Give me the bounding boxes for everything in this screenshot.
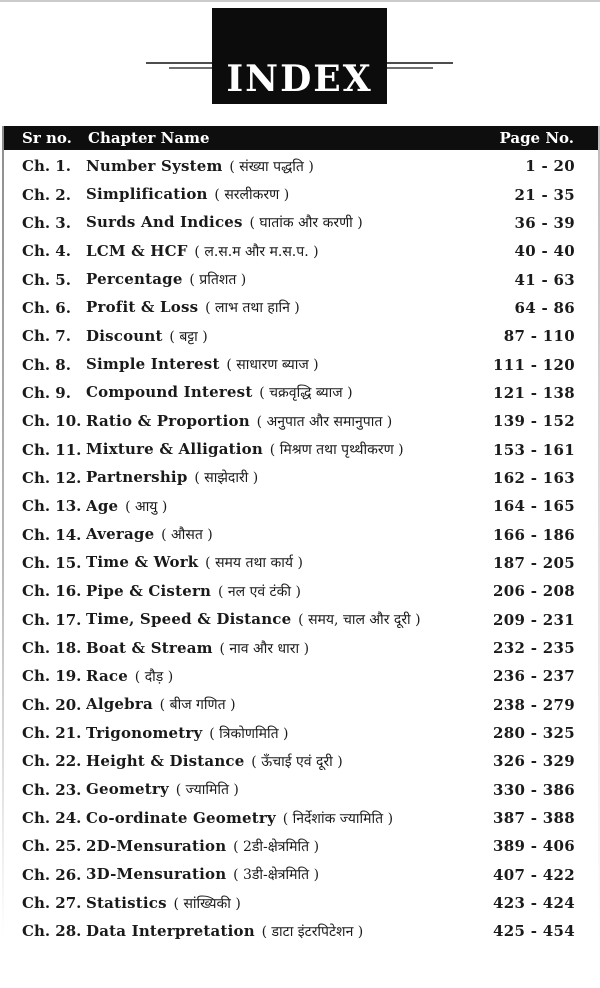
chapter-name-hindi: ( अनुपात और समानुपात ) [256,413,393,430]
page-range: 87 - 110 [503,327,575,346]
chapter-name-hindi: ( 2डी-क्षेत्रमिति ) [233,838,320,855]
index-table-body [0,150,600,946]
chapter-name-english: Age [86,496,119,515]
chapter-name-english: Statistics [86,893,167,912]
chapter-number: Ch. 21. [22,724,82,743]
table-row [0,691,600,719]
chapter-name-english: Simplification [86,185,208,204]
page-range: 21 - 35 [514,185,575,204]
chapter-name [86,582,488,601]
chapter-name-english: Simple Interest [86,355,220,374]
page-range: 64 - 86 [514,298,575,317]
chapter-name-hindi: ( ज्यामिति ) [175,782,239,799]
page-range: 153 - 161 [493,440,575,459]
chapter-number: Ch. 23. [22,780,82,799]
table-row [0,379,600,407]
chapter-name-hindi: ( घातांक और करणी ) [249,215,363,232]
decorative-line-right-top [387,62,453,64]
chapter-name-hindi: ( नाव और धारा ) [219,640,310,657]
chapter-number: Ch. 7. [22,327,71,346]
table-row [0,520,600,548]
page-title: INDEX [226,58,373,100]
chapter-number: Ch. 2. [22,185,71,204]
chapter-name-english: Ratio & Proportion [86,411,250,430]
chapter-number: Ch. 13. [22,497,82,516]
chapter-name-hindi: ( साझेदारी ) [194,470,259,487]
table-row [0,237,600,265]
table-row [0,435,600,463]
chapter-name-hindi: ( निर्देशांक ज्यामिति ) [282,810,394,827]
chapter-name [86,298,488,317]
page-range: 326 - 329 [493,752,575,771]
chapter-name [86,809,488,828]
chapter-name-hindi: ( डाटा इंटरपिटेशन ) [261,923,364,940]
page-range: 111 - 120 [493,355,575,374]
index-banner-box [212,8,387,104]
page-range: 232 - 235 [493,639,575,658]
chapter-number: Ch. 22. [22,752,82,771]
column-header-chapter-name: Chapter Name [88,129,210,147]
decorative-line-left-top [146,62,212,64]
chapter-number: Ch. 10. [22,412,82,431]
chapter-number: Ch. 19. [22,667,82,686]
page-range: 40 - 40 [514,242,575,261]
chapter-name-hindi: ( सांख्यिकी ) [173,895,241,912]
chapter-number: Ch. 3. [22,213,71,232]
chapter-number: Ch. 5. [22,270,71,289]
table-row [0,719,600,747]
chapter-number: Ch. 15. [22,553,82,572]
chapter-name [86,894,488,913]
chapter-name [86,355,488,374]
table-row [0,832,600,860]
chapter-name-english: Mixture & Alligation [86,440,263,459]
chapter-name-english: Geometry [86,780,169,799]
chapter-number: Ch. 27. [22,894,82,913]
chapter-number: Ch. 14. [22,525,82,544]
chapter-name-hindi: ( दौड़ ) [134,668,174,685]
chapter-name-english: Trigonometry [86,723,203,742]
chapter-name-hindi: ( नल एवं टंकी ) [217,583,301,600]
chapter-name [86,468,488,487]
chapter-name-english: Percentage [86,270,183,289]
chapter-name-english: Boat & Stream [86,638,213,657]
table-row [0,180,600,208]
table-row [0,917,600,945]
chapter-name [86,157,488,176]
chapter-number: Ch. 16. [22,582,82,601]
chapter-name-hindi: ( बट्टा ) [169,328,208,345]
chapter-number: Ch. 4. [22,242,71,261]
chapter-name [86,610,488,629]
chapter-number: Ch. 11. [22,440,82,459]
chapter-number: Ch. 8. [22,355,71,374]
chapter-name-hindi: ( ऊँचाई एवं दूरी ) [251,753,343,770]
table-row [0,407,600,435]
page-range: 238 - 279 [493,695,575,714]
table-row [0,492,600,520]
page-range: 209 - 231 [493,610,575,629]
chapter-name-english: Average [86,525,155,544]
chapter-name-english: Data Interpretation [86,921,255,940]
chapter-name [86,667,488,686]
chapter-name-hindi: ( संख्या पद्धति ) [229,158,314,175]
chapter-name [86,327,488,346]
chapter-name-hindi: ( आयु ) [125,498,168,515]
chapter-name-english: Co-ordinate Geometry [86,808,276,827]
chapter-name-hindi: ( 3डी-क्षेत्रमिति ) [233,867,320,884]
table-row [0,152,600,180]
page-range: 162 - 163 [493,468,575,487]
table-row [0,209,600,237]
decorative-line-left-bottom [169,67,212,69]
chapter-name-hindi: ( त्रिकोणमिति ) [209,725,289,742]
chapter-number: Ch. 9. [22,383,71,402]
page-range: 389 - 406 [493,837,575,856]
chapter-name [86,270,488,289]
table-row [0,577,600,605]
table-row [0,606,600,634]
chapter-name-hindi: ( प्रतिशत ) [189,272,247,289]
page-range: 139 - 152 [493,412,575,431]
table-row [0,322,600,350]
chapter-name [86,440,488,459]
chapter-name-english: Partnership [86,468,188,487]
table-row [0,889,600,917]
chapter-name [86,865,488,884]
table-header [2,126,598,150]
chapter-number: Ch. 28. [22,922,82,941]
table-row [0,747,600,775]
page-range: 330 - 386 [493,780,575,799]
page-range: 423 - 424 [493,894,575,913]
chapter-number: Ch. 1. [22,157,71,176]
chapter-name [86,213,488,232]
chapter-name [86,837,488,856]
chapter-name [86,185,488,204]
page-range: 387 - 388 [493,809,575,828]
chapter-name-english: Compound Interest [86,383,253,402]
chapter-name-english: Profit & Loss [86,298,199,317]
chapter-name-english: 2D-Mensuration [86,836,227,855]
chapter-name [86,497,488,516]
chapter-name-english: Race [86,666,129,685]
chapter-name-english: LCM & HCF [86,241,188,260]
index-banner [0,0,600,126]
table-row [0,776,600,804]
page-range: 425 - 454 [493,922,575,941]
chapter-name [86,639,488,658]
chapter-name-english: Number System [86,156,223,175]
decorative-line-right-bottom [387,67,433,69]
chapter-name [86,525,488,544]
chapter-name-english: Surds And Indices [86,213,243,232]
chapter-name-hindi: ( औसत ) [161,527,213,544]
chapter-name-hindi: ( समय, चाल और दूरी ) [298,612,421,629]
table-row [0,549,600,577]
chapter-name-hindi: ( समय तथा कार्य ) [205,555,303,572]
chapter-name [86,752,488,771]
chapter-number: Ch. 25. [22,837,82,856]
chapter-name [86,780,488,799]
chapter-name-english: Algebra [86,695,153,714]
page-range: 121 - 138 [493,383,575,402]
chapter-name-hindi: ( साधारण ब्याज ) [226,357,319,374]
chapter-name [86,695,488,714]
chapter-name-hindi: ( लाभ तथा हानि ) [205,300,300,317]
chapter-name-hindi: ( चक्रवृद्धि ब्याज ) [259,385,353,402]
page-range: 36 - 39 [514,213,575,232]
page-range: 166 - 186 [493,525,575,544]
chapter-name [86,553,488,572]
table-row [0,350,600,378]
table-row [0,294,600,322]
chapter-number: Ch. 18. [22,639,82,658]
chapter-name-english: Time & Work [86,553,199,572]
chapter-name [86,412,488,431]
column-header-page-no: Page No. [499,129,574,147]
table-row [0,464,600,492]
chapter-name [86,724,488,743]
chapter-number: Ch. 24. [22,809,82,828]
chapter-name-hindi: ( सरलीकरण ) [214,187,290,204]
table-row [0,634,600,662]
chapter-name-english: Time, Speed & Distance [86,610,292,629]
chapter-name [86,922,488,941]
table-row [0,265,600,293]
chapter-number: Ch. 20. [22,695,82,714]
chapter-name-english: Pipe & Cistern [86,581,212,600]
chapter-name-hindi: ( मिश्रण तथा पृथ्थीकरण ) [269,442,404,459]
chapter-name [86,242,488,261]
chapter-name-english: 3D-Mensuration [86,865,227,884]
page-range: 236 - 237 [493,667,575,686]
chapter-name-english: Discount [86,326,163,345]
page-range: 407 - 422 [493,865,575,884]
chapter-number: Ch. 12. [22,468,82,487]
chapter-name [86,383,488,402]
page-range: 187 - 205 [493,553,575,572]
page-range: 41 - 63 [514,270,575,289]
page-range: 280 - 325 [493,724,575,743]
page-left-edge [2,126,4,938]
page-range: 164 - 165 [493,497,575,516]
table-row [0,804,600,832]
column-header-sr-no: Sr no. [22,129,72,147]
chapter-name-hindi: ( बीज गणित ) [159,697,236,714]
table-row [0,861,600,889]
table-row [0,662,600,690]
chapter-name-english: Height & Distance [86,751,245,770]
chapter-number: Ch. 6. [22,298,71,317]
chapter-name-hindi: ( ल.स.म और म.स.प. ) [194,243,319,260]
page-range: 1 - 20 [525,157,575,176]
chapter-number: Ch. 26. [22,865,82,884]
chapter-number: Ch. 17. [22,610,82,629]
page-range: 206 - 208 [493,582,575,601]
